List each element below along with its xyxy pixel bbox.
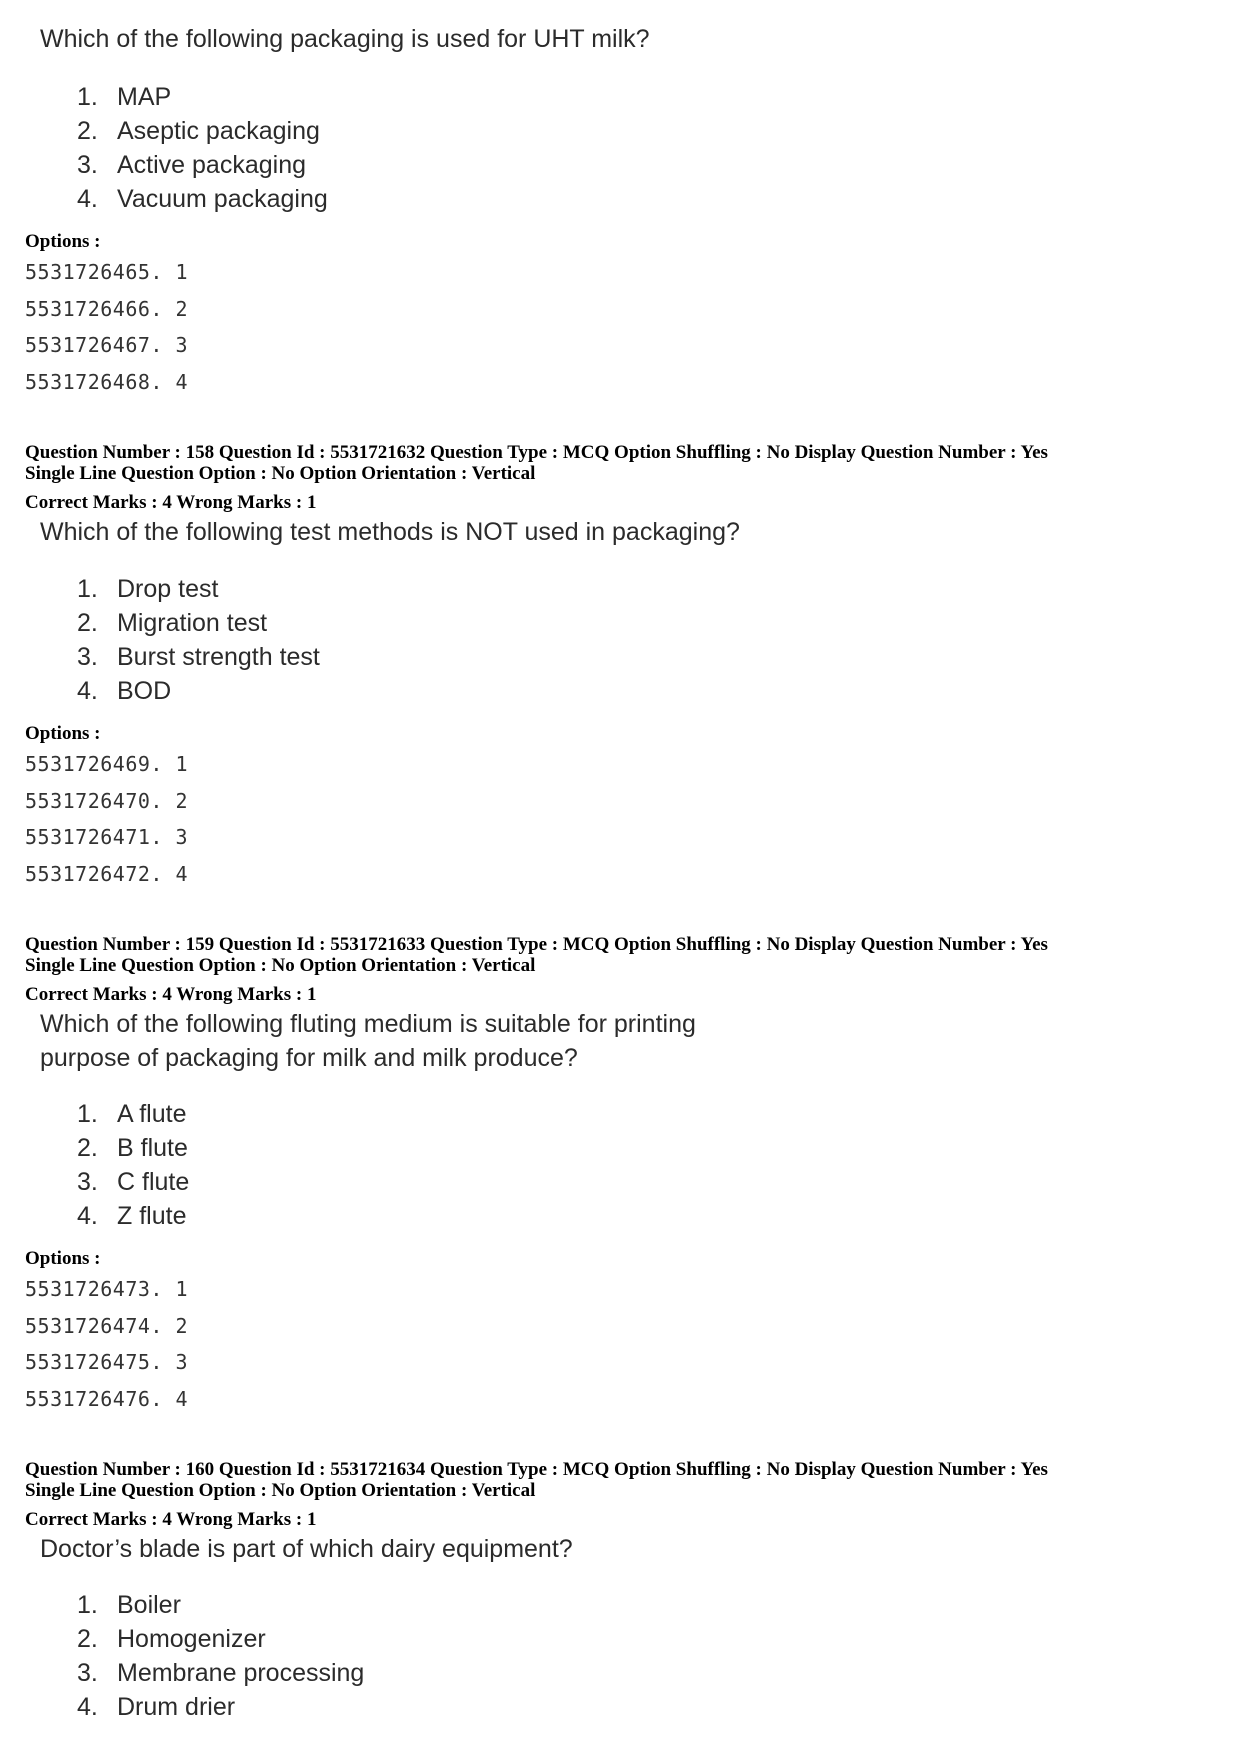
option-code: 5531726469. 1 <box>25 752 189 776</box>
question-text <box>40 22 650 56</box>
question-meta-line: Single Line Question Option : No Option Orientation : Vertical <box>25 955 536 976</box>
answer-choice: 4. BOD <box>77 677 172 705</box>
option-code: 5531726471. 3 <box>25 825 189 849</box>
answer-choice: 2. Homogenizer <box>77 1625 266 1653</box>
option-code: 5531726473. 1 <box>25 1277 189 1301</box>
question-text-line: Which of the following packaging is used for UHT milk? <box>40 25 650 53</box>
answer-choices <box>77 572 320 708</box>
answer-choices <box>77 1588 364 1724</box>
question-meta-line: Single Line Question Option : No Option Orientation : Vertical <box>25 1480 536 1501</box>
answer-choice: 2. Aseptic packaging <box>77 117 320 145</box>
marks-line: Correct Marks : 4 Wrong Marks : 1 <box>25 1509 317 1530</box>
option-code: 5531726472. 4 <box>25 862 189 886</box>
question-text-line: Which of the following test methods is NOT used in packaging? <box>40 518 740 546</box>
answer-choice: 1. A flute <box>77 1100 187 1128</box>
question-meta-line: Single Line Question Option : No Option Orientation : Vertical <box>25 463 536 484</box>
question-text <box>40 515 740 549</box>
answer-choice: 4. Z flute <box>77 1202 187 1230</box>
options-heading: Options : <box>25 1248 101 1269</box>
answer-choice: 1. Boiler <box>77 1591 181 1619</box>
answer-choice: 3. C flute <box>77 1168 190 1196</box>
question-meta-line: Question Number : 160 Question Id : 5531721634 Question Type : MCQ Option Shuffling : No Display Question Number : Yes <box>25 1459 1048 1480</box>
answer-choice: 4. Drum drier <box>77 1693 236 1721</box>
answer-choice: 3. Burst strength test <box>77 643 320 671</box>
option-code: 5531726466. 2 <box>25 297 189 321</box>
answer-choice: 2. Migration test <box>77 609 268 637</box>
question-text-line: purpose of packaging for milk and milk produce? <box>40 1044 578 1072</box>
option-code: 5531726467. 3 <box>25 333 189 357</box>
question-text-line: Doctor’s blade is part of which dairy equipment? <box>40 1535 573 1563</box>
marks-line: Correct Marks : 4 Wrong Marks : 1 <box>25 984 317 1005</box>
answer-choices <box>77 1097 189 1233</box>
options-heading: Options : <box>25 231 101 252</box>
option-code: 5531726475. 3 <box>25 1350 189 1374</box>
question-text-line: Which of the following fluting medium is suitable for printing <box>40 1010 696 1038</box>
answer-choice: 2. B flute <box>77 1134 188 1162</box>
answer-choice: 1. MAP <box>77 83 172 111</box>
answer-choice: 3. Active packaging <box>77 151 307 179</box>
options-heading: Options : <box>25 723 101 744</box>
option-code: 5531726465. 1 <box>25 260 189 284</box>
question-meta-line: Question Number : 159 Question Id : 5531721633 Question Type : MCQ Option Shuffling : No Display Question Number : Yes <box>25 934 1048 955</box>
option-code: 5531726470. 2 <box>25 789 189 813</box>
question-text <box>40 1007 696 1075</box>
option-code: 5531726476. 4 <box>25 1387 189 1411</box>
option-code: 5531726474. 2 <box>25 1314 189 1338</box>
question-meta-line: Question Number : 158 Question Id : 5531721632 Question Type : MCQ Option Shuffling : No Display Question Number : Yes <box>25 442 1048 463</box>
answer-choice: 1. Drop test <box>77 575 219 603</box>
answer-choice: 3. Membrane processing <box>77 1659 365 1687</box>
marks-line: Correct Marks : 4 Wrong Marks : 1 <box>25 492 317 513</box>
answer-choice: 4. Vacuum packaging <box>77 185 328 213</box>
answer-choices <box>77 80 328 216</box>
question-text <box>40 1532 573 1566</box>
option-code: 5531726468. 4 <box>25 370 189 394</box>
